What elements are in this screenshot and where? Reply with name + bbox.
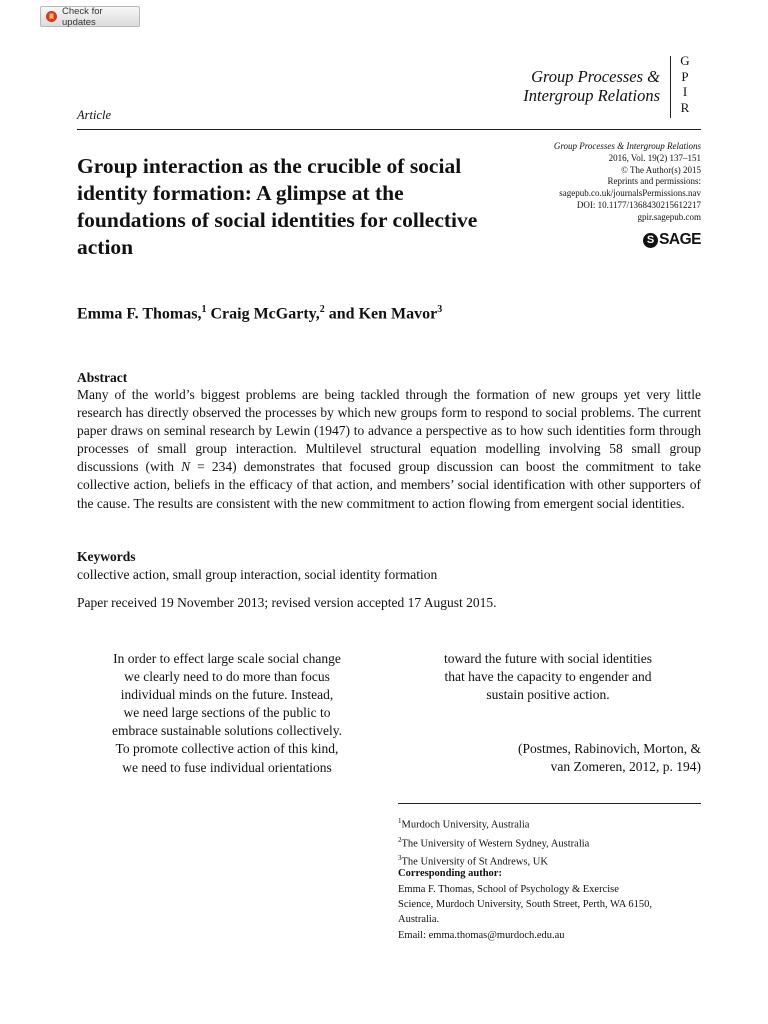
author-name: and Ken Mavor [324, 305, 438, 323]
meta-reprints: Reprints and permissions: [607, 176, 701, 187]
corresponding-email[interactable]: Email: emma.thomas@murdoch.edu.au [398, 929, 565, 941]
publisher-name: SAGE [659, 231, 701, 248]
journal-name-line: Intergroup Relations [523, 86, 660, 105]
affil-text: The University of St Andrews, UK [401, 856, 548, 868]
epigraph-line: In order to effect large scale social change [113, 651, 341, 666]
author-name: Craig McGarty, [206, 305, 320, 323]
epigraph-line: individual minds on the future. Instead, [120, 687, 334, 703]
abstract-text-part: Many of the world’s biggest problems are being tackled through the formation of new groups yet very little research has directly observed the processes by which new groups form to respond to social problems. The current paper draws on seminal research by Lewin (1947) to advance a perspective as to how such identities form through processes of small group interaction. Multilevel structural equation modelling involving 58 small group discussions (with [77, 387, 701, 475]
affiliation-item [398, 833, 589, 852]
epigraph-line: toward the future with social identities [443, 651, 653, 666]
affil-text: Murdoch University, Australia [401, 819, 530, 831]
check-for-updates-label: Check for updates [62, 5, 103, 28]
epigraph-line: we need to fuse individual orientations [122, 759, 332, 775]
affiliation-list [398, 814, 589, 870]
abstract-body [77, 386, 701, 513]
sage-s-icon: S [643, 233, 658, 248]
corresponding-author-details [398, 882, 703, 943]
logo-letter: R [680, 99, 690, 115]
bookmark-icon [46, 11, 57, 22]
article-type: Article [77, 108, 112, 122]
logo-letter: P [681, 68, 689, 84]
epigraph-line: that have the capacity to engender and [444, 669, 652, 685]
citation-line: (Postmes, Rabinovich, Morton, & [518, 741, 701, 756]
received-dates: Paper received 19 November 2013; revised version accepted 17 August 2015. [77, 595, 497, 610]
meta-reprints-link[interactable]: sagepub.co.uk/journalsPermissions.nav [559, 188, 701, 199]
logo-letter: I [682, 84, 688, 99]
epigraph-left-column [84, 650, 370, 777]
abstract-heading: Abstract [77, 370, 128, 385]
journal-divider [670, 56, 671, 118]
logo-letter: G [680, 53, 690, 68]
journal-logo [678, 53, 692, 115]
epigraph-line: sustain positive action. [486, 687, 610, 703]
author-affil-mark: 3 [437, 304, 443, 315]
article-title: Group interaction as the crucible of social identity formation: A glimpse at the foundations of social identities for collective action [77, 154, 478, 259]
meta-doi[interactable]: DOI: 10.1177/1368430215612217 [576, 199, 701, 210]
meta-copyright: © The Author(s) 2015 [621, 164, 701, 175]
meta-volume: 2016, Vol. 19(2) 137–151 [608, 152, 701, 163]
keywords-heading: Keywords [77, 549, 136, 564]
header-divider [77, 129, 701, 130]
abstract-n-symbol: N [181, 459, 191, 475]
corresponding-line: Emma F. Thomas, School of Psychology & Exercise [398, 884, 619, 895]
affil-mark: 1 [398, 817, 402, 825]
affil-text: The University of Western Sydney, Australia [401, 838, 590, 850]
epigraph-line: embrace sustainable solutions collectively. [111, 723, 343, 739]
corresponding-line: Australia. [398, 914, 440, 926]
author-affil-mark: 2 [319, 304, 325, 315]
affil-mark: 3 [398, 854, 402, 863]
journal-name-line: Group Processes & [531, 67, 660, 86]
sage-logo [643, 231, 701, 249]
journal-name [523, 67, 660, 105]
meta-journal: Group Processes & Intergroup Relations [553, 141, 701, 151]
abstract-text-part: = 234) demonstrates that focused group discussion can boost the commitment to take collective action, beliefs in the efficacy of that action, and members’ social identification with other supporters of the cause. The results are consistent with the new commitment to action flowing from emergent social identities. [77, 459, 701, 511]
citation-line: van Zomeren, 2012, p. 194) [550, 759, 701, 775]
affil-mark: 2 [398, 835, 402, 844]
epigraph-right-column [405, 650, 691, 704]
affiliation-item [398, 814, 589, 833]
epigraph-line: To promote collective action of this kind, [115, 741, 339, 757]
check-for-updates-button[interactable] [40, 6, 140, 27]
author-name: Emma F. Thomas, [77, 305, 202, 323]
keywords-list: collective action, small group interaction, social identity formation [77, 567, 438, 582]
meta-site[interactable]: gpir.sagepub.com [637, 211, 701, 222]
article-meta [554, 141, 701, 224]
author-list [77, 304, 442, 323]
footnote-divider [398, 803, 701, 804]
epigraph-citation [518, 740, 701, 776]
epigraph-line: we clearly need to do more than focus [124, 669, 330, 685]
corresponding-line: Science, Murdoch University, South Street, Perth, WA 6150, [398, 899, 653, 911]
corresponding-author-heading: Corresponding author: [398, 868, 502, 879]
epigraph-line: we need large sections of the public to [123, 705, 331, 721]
author-affil-mark: 1 [201, 304, 207, 315]
